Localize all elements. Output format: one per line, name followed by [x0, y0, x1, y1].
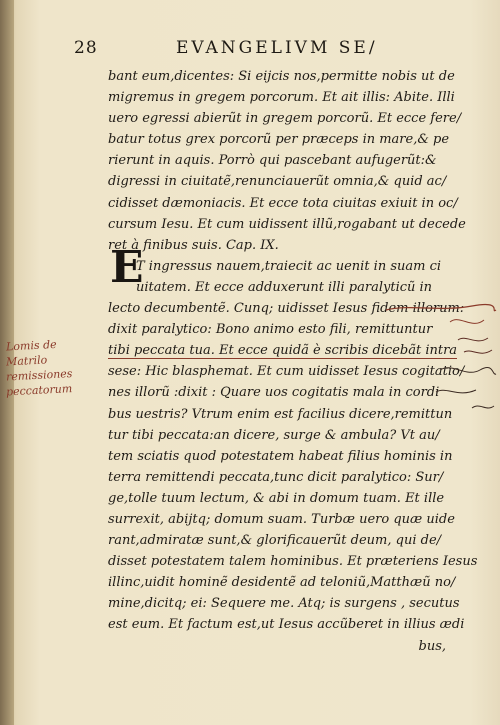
text-line: rierunt in aquis. Porrò qui pascebant aufugerũt:& — [108, 153, 437, 169]
text-line: ge,tolle tuum lectum, & abi in domum tuam. Et ille — [108, 490, 445, 506]
text-line: digressi in ciuitatẽ,renunciauerũt omnia,& quid ac/ — [108, 174, 447, 190]
text-line: surrexit, abijtq; domum suam. Turbæ uero quæ uide — [108, 511, 455, 527]
text-line: cursum Iesu. Et cum uidissent illũ,rogabant ut decede — [108, 216, 466, 232]
text-line: cidisset dæmoniacis. Et ecce tota ciuitas exiuit in oc/ — [108, 195, 458, 211]
drop-cap: E — [110, 242, 144, 293]
text-line: est eum. Et factum est,ut Iesus accũberet in illius ædi — [108, 617, 465, 633]
page-number: 28 — [74, 38, 98, 58]
text-line: rant,admiratæ sunt,& glorificauerũt deum, qui de/ — [108, 533, 442, 549]
annotation-line: remissiones — [5, 367, 73, 384]
text-line-after-drop-cap: T ingressus nauem,traiecit ac uenit in suam ci — [136, 258, 442, 274]
catchword: bus, — [418, 639, 446, 654]
text-line: bus uestris? Vtrum enim est facilius dicere,remittun — [108, 406, 453, 422]
annotation-line: peccatorum — [5, 382, 73, 399]
running-head: EVANGELIVM SE/ — [176, 38, 378, 58]
text-line: batur totus grex porcorũ per præceps in mare,& pe — [108, 132, 450, 148]
handwritten-marginalia — [380, 300, 498, 420]
marginal-annotation — [6, 337, 102, 397]
text-line: tur tibi peccata:an dicere, surge & ambula? Vt au/ — [108, 427, 440, 443]
text-line: lecto decumbentẽ. Cunq; uidisset Iesus fidem illorum: — [108, 301, 465, 317]
text-line: uero egressi abierũt in gregem porcorũ. Et ecce fere/ — [108, 111, 462, 127]
text-line: mine,dicitq; ei: Sequere me. Atq; is surgens , secutus — [108, 596, 460, 612]
text-line: migremus in gregem porcorum. Et ait illis: Abite. Illi — [108, 90, 455, 106]
text-line: dixit paralytico: Bono animo esto fili, remittuntur — [108, 322, 433, 338]
text-line: bant eum,dicentes: Si eijcis nos,permitte nobis ut de — [108, 69, 455, 84]
text-line: terra remittendi peccata,tunc dicit paralytico: Sur/ — [108, 469, 444, 485]
text-line: tem sciatis quod potestatem habeat filius hominis in — [108, 448, 453, 464]
text-line: illinc,uidit hominẽ desidentẽ ad teloniũ,Matthæũ no/ — [108, 575, 456, 591]
annotation-line: Lomis de — [5, 337, 57, 354]
chapter-heading-line: ret à finibus suis. Cap. IX. — [108, 237, 279, 253]
underlined-passage: tibi peccata tua. Et ecce quidã è scribis dicebãt intra — [108, 343, 458, 359]
text-line: nes illorũ :dixit : Quare uos cogitatis mala in cordi — [108, 385, 440, 401]
annotation-line: Matrilo — [5, 353, 48, 369]
text-line: disset potestatem talem hominibus. Et præteriens Iesus — [108, 554, 478, 570]
text-line-after-drop-cap: uitatem. Et ecce adduxerunt illi paralyticũ in — [136, 279, 433, 295]
text-line: sese: Hic blasphemat. Et cum uidisset Iesus cogitatio/ — [108, 364, 465, 380]
